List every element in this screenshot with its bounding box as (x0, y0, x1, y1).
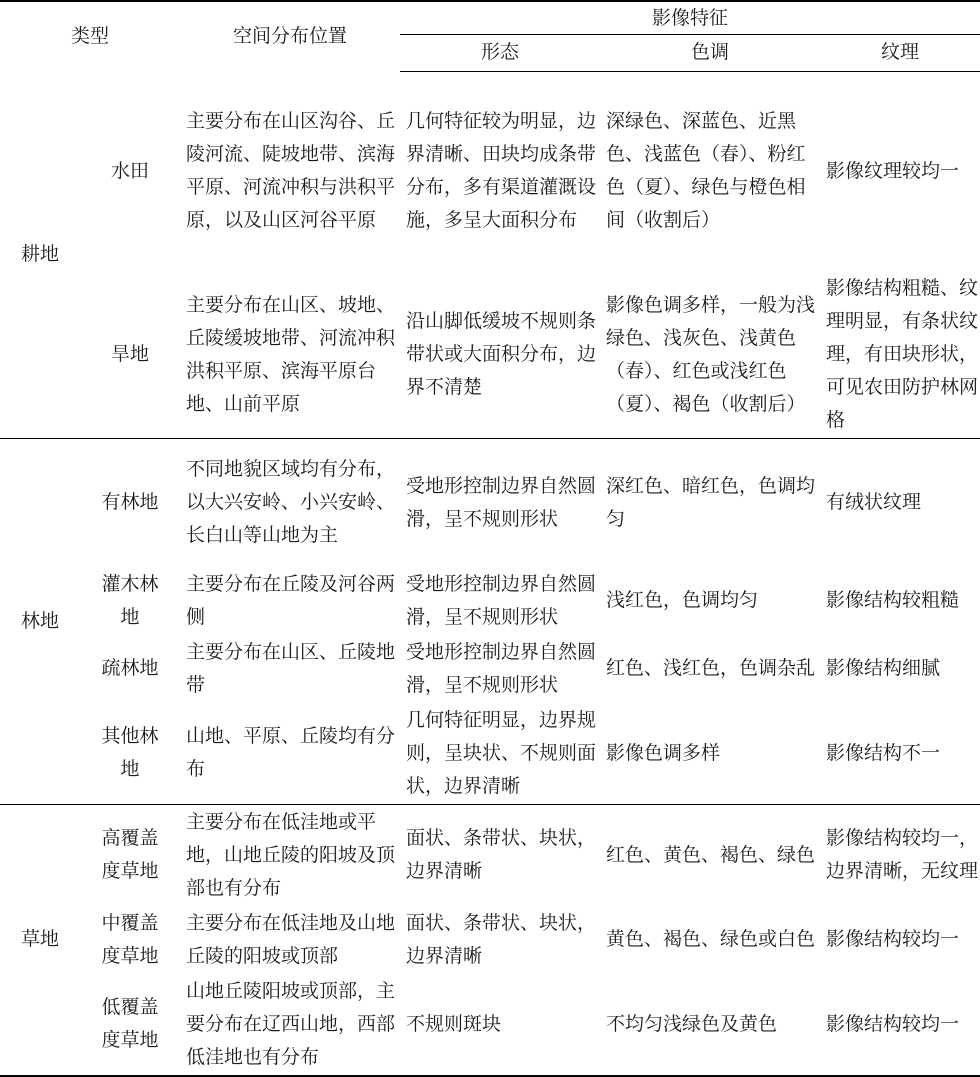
subtype-cell: 高覆盖 度草地 (101, 827, 159, 882)
texture-cell: 影像结构粗糙、纹理明显，有条状纹理，有田块形状，可见农田防护林网格 (820, 271, 980, 439)
shape-cell: 受地形控制边界自然圆滑，呈不规则形状 (406, 474, 597, 530)
type-cell: 耕地 (0, 71, 80, 439)
shape-cell: 几何特征明显，边界规则，呈块状、不规则面状，边界清晰 (400, 703, 600, 805)
type-cell: 林地 (0, 439, 80, 805)
color-cell: 不均匀浅绿色及黄色 (600, 974, 820, 1076)
texture-cell: 影像结构较粗糙 (826, 589, 960, 611)
subtype-cell: 其他林 地 (80, 703, 180, 805)
table-row (0, 439, 980, 567)
texture-cell: 影像纹理较均一 (826, 159, 960, 182)
table-row (0, 635, 980, 703)
location-cell: 主要分布在山区沟谷、丘陵河流、陡坡地带、滨海平原、河流冲积与洪积平原，以及山区河谷平原 (186, 110, 396, 231)
texture-cell: 影像结构较均一 (826, 928, 960, 950)
table-row (0, 567, 980, 635)
subtype-cell: 有林地 (101, 491, 159, 514)
location-cell: 主要分布在低洼地或平地，山地丘陵的阳坡及顶部也有分布 (186, 810, 396, 899)
color-cell: 红色、黄色、褐色、绿色 (606, 843, 816, 866)
location-cell: 主要分布在丘陵及河谷两侧 (186, 572, 396, 628)
location-cell: 主要分布在山区、丘陵地带 (186, 640, 396, 696)
texture-cell: 影像结构细腻 (826, 657, 941, 679)
color-cell: 影像色调多样，一般为浅绿色、浅灰色、浅黄色（春）、红色或浅红色（夏）、褐色（收割后） (600, 271, 820, 439)
header-feature-group: 影像特征 (400, 1, 980, 35)
table-row (0, 271, 980, 439)
shape-cell: 面状、条带状、块状，边界清晰 (406, 827, 597, 882)
header-type: 类型 (0, 1, 180, 71)
table-row (0, 804, 980, 906)
subtype-cell: 低覆盖 度草地 (80, 974, 180, 1076)
subtype-cell: 旱地 (80, 271, 180, 439)
table-row (0, 974, 980, 1076)
header-texture: 纹理 (820, 35, 980, 71)
subtype-cell: 疏林地 (101, 657, 159, 679)
color-cell: 影像色调多样 (600, 703, 820, 805)
texture-cell: 影像结构不一 (820, 703, 980, 805)
subtype-cell: 中覆盖 度草地 (101, 911, 159, 967)
type-cell: 草地 (0, 804, 80, 1076)
color-cell: 深红色、暗红色，色调均匀 (606, 474, 816, 530)
header-shape: 形态 (400, 35, 600, 71)
location-cell: 主要分布在低洼地及山地丘陵的阳坡或顶部 (186, 911, 396, 967)
table-row (0, 906, 980, 974)
color-cell: 深绿色、深蓝色、近黑色、浅蓝色（春）、粉红色（夏）、绿色与橙色相间（收割后） (606, 110, 806, 232)
header-row-top (0, 1, 980, 35)
shape-cell: 受地形控制边界自然圆滑，呈不规则形状 (406, 640, 597, 696)
color-cell: 红色、浅红色，色调杂乱 (606, 657, 816, 679)
subtype-cell: 灌木林 地 (101, 572, 159, 628)
texture-cell: 有绒状纹理 (826, 491, 922, 514)
table-body (0, 71, 980, 1076)
header-color: 色调 (600, 35, 820, 71)
texture-cell: 影像结构较均一，边界清晰，无纹理 (826, 827, 979, 882)
texture-cell: 影像结构较均一 (820, 974, 980, 1076)
location-cell: 主要分布在山区、坡地、丘陵缓坡地带、河流冲积洪积平原、滨海平原台地、山前平原 (180, 271, 400, 439)
header-location: 空间分布位置 (180, 1, 400, 71)
table-row (0, 71, 980, 271)
shape-cell: 面状、条带状、块状，边界清晰 (406, 911, 597, 967)
color-cell: 黄色、褐色、绿色或白色 (606, 928, 816, 950)
color-cell: 浅红色，色调均匀 (606, 589, 759, 611)
shape-cell: 几何特征较为明显，边界清晰、田块均成条带分布，多有渠道灌溉设施，多呈大面积分布 (406, 110, 597, 232)
table-row (0, 703, 980, 805)
location-cell: 山地丘陵阳坡或顶部，主要分布在辽西山地，西部低洼地也有分布 (180, 974, 400, 1076)
location-cell: 不同地貌区域均有分布，以大兴安岭、小兴安岭、长白山等山地为主 (186, 458, 396, 547)
shape-cell: 沿山脚低缓坡不规则条带状或大面积分布，边界不清楚 (400, 271, 600, 439)
subtype-cell: 水田 (111, 159, 150, 182)
shape-cell: 不规则斑块 (400, 974, 600, 1076)
location-cell: 山地、平原、丘陵均有分布 (180, 703, 400, 805)
shape-cell: 受地形控制边界自然圆滑，呈不规则形状 (406, 572, 597, 628)
